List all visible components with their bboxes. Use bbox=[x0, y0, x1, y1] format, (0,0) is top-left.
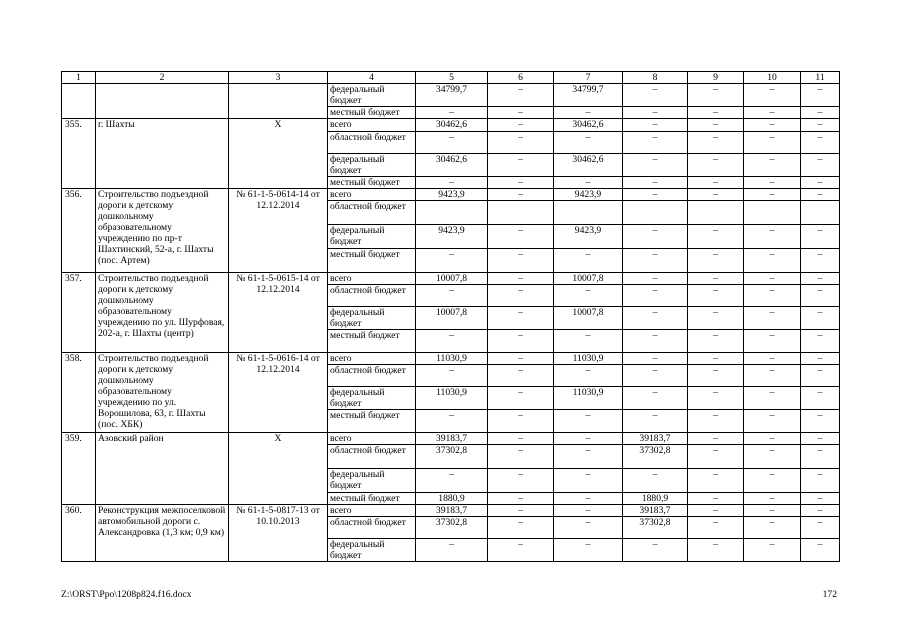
col11-value: – bbox=[801, 330, 840, 353]
page-number: 172 bbox=[822, 589, 837, 600]
col6-value: – bbox=[488, 132, 554, 154]
total-value: – bbox=[416, 365, 488, 387]
col11-value: – bbox=[801, 353, 840, 365]
col6-value: – bbox=[488, 249, 554, 273]
col11-value: – bbox=[801, 517, 840, 539]
col9-value: – bbox=[688, 517, 744, 539]
col10-value: – bbox=[744, 154, 801, 177]
col9-value: – bbox=[688, 285, 744, 307]
col10-value: – bbox=[744, 177, 801, 189]
table-row bbox=[62, 189, 840, 201]
col6-value: – bbox=[488, 307, 554, 330]
col11-value: – bbox=[801, 189, 840, 201]
column-header: 5 bbox=[416, 72, 488, 84]
total-value: 39183,7 bbox=[416, 505, 488, 517]
col8-value: – bbox=[623, 189, 688, 201]
col7-value: – bbox=[554, 330, 623, 353]
col6-value: – bbox=[488, 387, 554, 410]
funding-source: областной бюджет bbox=[328, 365, 416, 387]
expertise-doc: № 61-1-5-0616-14 от 12.12.2014 bbox=[229, 353, 328, 433]
col8-value: – bbox=[623, 177, 688, 189]
total-value: 9423,9 bbox=[416, 225, 488, 249]
col11-value: – bbox=[801, 445, 840, 469]
col7-value: 30462,6 bbox=[554, 119, 623, 132]
col8-value: – bbox=[623, 249, 688, 273]
funding-source: федеральный бюджет bbox=[328, 154, 416, 177]
col9-value: – bbox=[688, 307, 744, 330]
col8-value: – bbox=[623, 353, 688, 365]
total-value: 30462,6 bbox=[416, 119, 488, 132]
col9-value: – bbox=[688, 225, 744, 249]
col11-value: – bbox=[801, 433, 840, 445]
column-header: 2 bbox=[96, 72, 229, 84]
object-name: Азовский район bbox=[96, 433, 229, 505]
col7-value: – bbox=[554, 285, 623, 307]
col9-value bbox=[688, 201, 744, 225]
col9-value: – bbox=[688, 119, 744, 132]
funding-source: всего bbox=[328, 189, 416, 201]
funding-source: всего bbox=[328, 273, 416, 285]
col6-value: – bbox=[488, 107, 554, 119]
col9-value: – bbox=[688, 433, 744, 445]
col9-value: – bbox=[688, 365, 744, 387]
total-value: – bbox=[416, 539, 488, 562]
col10-value: – bbox=[744, 189, 801, 201]
col8-value: – bbox=[623, 132, 688, 154]
column-header: 8 bbox=[623, 72, 688, 84]
object-name: Строительство подъездной дороги к детскому дошкольному образовательному учреждению по ул. Шурфовая, 202-а, г. Шахты (центр) bbox=[96, 273, 229, 353]
col9-value: – bbox=[688, 189, 744, 201]
col7-value: 9423,9 bbox=[554, 225, 623, 249]
col9-value: – bbox=[688, 107, 744, 119]
col6-value: – bbox=[488, 433, 554, 445]
col9-value: – bbox=[688, 177, 744, 189]
expertise-doc: X bbox=[229, 119, 328, 189]
col6-value: – bbox=[488, 119, 554, 132]
funding-source: всего bbox=[328, 353, 416, 365]
col6-value: – bbox=[488, 353, 554, 365]
col10-value: – bbox=[744, 539, 801, 562]
col7-value: – bbox=[554, 539, 623, 562]
col6-value: – bbox=[488, 445, 554, 469]
funding-source: федеральный бюджет bbox=[328, 307, 416, 330]
funding-source: областной бюджет bbox=[328, 285, 416, 307]
col10-value: – bbox=[744, 517, 801, 539]
col7-value: – bbox=[554, 132, 623, 154]
col10-value: – bbox=[744, 387, 801, 410]
col8-value: – bbox=[623, 84, 688, 107]
col6-value: – bbox=[488, 330, 554, 353]
col8-value: – bbox=[623, 365, 688, 387]
col6-value: – bbox=[488, 273, 554, 285]
col10-value: – bbox=[744, 433, 801, 445]
col8-value: – bbox=[623, 387, 688, 410]
col7-value: – bbox=[554, 249, 623, 273]
col9-value: – bbox=[688, 469, 744, 493]
col8-value: 37302,8 bbox=[623, 445, 688, 469]
col11-value bbox=[801, 201, 840, 225]
col9-value: – bbox=[688, 330, 744, 353]
column-header: 10 bbox=[744, 72, 801, 84]
total-value: – bbox=[416, 330, 488, 353]
table-row bbox=[62, 353, 840, 365]
funding-source: областной бюджет bbox=[328, 201, 416, 225]
table-row bbox=[62, 433, 840, 445]
col10-value bbox=[744, 201, 801, 225]
table-row bbox=[62, 505, 840, 517]
col11-value: – bbox=[801, 285, 840, 307]
col10-value: – bbox=[744, 445, 801, 469]
col11-value: – bbox=[801, 119, 840, 132]
expertise-doc bbox=[229, 84, 328, 119]
col9-value: – bbox=[688, 132, 744, 154]
col7-value: – bbox=[554, 365, 623, 387]
col9-value: – bbox=[688, 445, 744, 469]
col10-value: – bbox=[744, 505, 801, 517]
col9-value: – bbox=[688, 493, 744, 505]
col9-value: – bbox=[688, 387, 744, 410]
funding-source: федеральный бюджет bbox=[328, 84, 416, 107]
col8-value: 39183,7 bbox=[623, 433, 688, 445]
col10-value: – bbox=[744, 84, 801, 107]
total-value: 1880,9 bbox=[416, 493, 488, 505]
funding-source: федеральный бюджет bbox=[328, 539, 416, 562]
col10-value: – bbox=[744, 273, 801, 285]
col11-value: – bbox=[801, 539, 840, 562]
col8-value: – bbox=[623, 225, 688, 249]
col10-value: – bbox=[744, 119, 801, 132]
col6-value: – bbox=[488, 469, 554, 493]
col8-value: – bbox=[623, 307, 688, 330]
row-number: 360. bbox=[62, 505, 96, 562]
document-page bbox=[61, 71, 839, 562]
table-body bbox=[62, 84, 840, 562]
row-number: 356. bbox=[62, 189, 96, 273]
col11-value: – bbox=[801, 132, 840, 154]
col11-value: – bbox=[801, 249, 840, 273]
total-value: – bbox=[416, 285, 488, 307]
col7-value: – bbox=[554, 433, 623, 445]
col10-value: – bbox=[744, 307, 801, 330]
row-number: 359. bbox=[62, 433, 96, 505]
col10-value: – bbox=[744, 225, 801, 249]
total-value: 37302,8 bbox=[416, 445, 488, 469]
col7-value: 9423,9 bbox=[554, 189, 623, 201]
expertise-doc: № 61-1-5-0614-14 от 12.12.2014 bbox=[229, 189, 328, 273]
table-row bbox=[62, 273, 840, 285]
col11-value: – bbox=[801, 107, 840, 119]
col8-value: 39183,7 bbox=[623, 505, 688, 517]
object-name: г. Шахты bbox=[96, 119, 229, 189]
col8-value: – bbox=[623, 154, 688, 177]
column-header: 11 bbox=[801, 72, 840, 84]
total-value: 11030,9 bbox=[416, 353, 488, 365]
col9-value: – bbox=[688, 410, 744, 433]
table-row bbox=[62, 119, 840, 132]
col7-value: – bbox=[554, 493, 623, 505]
table-row bbox=[62, 84, 840, 107]
total-value: – bbox=[416, 107, 488, 119]
col7-value: – bbox=[554, 469, 623, 493]
column-header: 9 bbox=[688, 72, 744, 84]
expertise-doc: X bbox=[229, 433, 328, 505]
col7-value bbox=[554, 201, 623, 225]
row-number bbox=[62, 84, 96, 119]
budget-table bbox=[61, 71, 840, 562]
col7-value: – bbox=[554, 177, 623, 189]
col11-value: – bbox=[801, 505, 840, 517]
row-number: 355. bbox=[62, 119, 96, 189]
col11-value: – bbox=[801, 387, 840, 410]
funding-source: местный бюджет bbox=[328, 177, 416, 189]
col9-value: – bbox=[688, 539, 744, 562]
total-value: – bbox=[416, 469, 488, 493]
col8-value bbox=[623, 201, 688, 225]
col7-value: – bbox=[554, 107, 623, 119]
col8-value: – bbox=[623, 285, 688, 307]
col11-value: – bbox=[801, 307, 840, 330]
col6-value: – bbox=[488, 365, 554, 387]
col6-value: – bbox=[488, 493, 554, 505]
col7-value: 30462,6 bbox=[554, 154, 623, 177]
col11-value: – bbox=[801, 469, 840, 493]
col9-value: – bbox=[688, 505, 744, 517]
total-value: – bbox=[416, 132, 488, 154]
funding-source: федеральный бюджет bbox=[328, 387, 416, 410]
funding-source: местный бюджет bbox=[328, 107, 416, 119]
col11-value: – bbox=[801, 84, 840, 107]
col9-value: – bbox=[688, 249, 744, 273]
col6-value: – bbox=[488, 189, 554, 201]
col7-value: 11030,9 bbox=[554, 387, 623, 410]
col7-value: – bbox=[554, 505, 623, 517]
col11-value: – bbox=[801, 273, 840, 285]
col7-value: – bbox=[554, 410, 623, 433]
col10-value: – bbox=[744, 353, 801, 365]
funding-source: местный бюджет bbox=[328, 249, 416, 273]
col8-value: 37302,8 bbox=[623, 517, 688, 539]
col9-value: – bbox=[688, 84, 744, 107]
col11-value: – bbox=[801, 177, 840, 189]
expertise-doc: № 61-1-5-0817-13 от 10.10.2013 bbox=[229, 505, 328, 562]
col8-value: – bbox=[623, 107, 688, 119]
file-path: Z:\ORST\Ppo\1208p824.f16.docx bbox=[61, 589, 192, 600]
col7-value: 10007,8 bbox=[554, 273, 623, 285]
col7-value: 11030,9 bbox=[554, 353, 623, 365]
funding-source: всего bbox=[328, 119, 416, 132]
col6-value bbox=[488, 201, 554, 225]
funding-source: областной бюджет bbox=[328, 517, 416, 539]
total-value: 30462,6 bbox=[416, 154, 488, 177]
funding-source: местный бюджет bbox=[328, 410, 416, 433]
col10-value: – bbox=[744, 410, 801, 433]
col7-value: – bbox=[554, 517, 623, 539]
total-value bbox=[416, 201, 488, 225]
col7-value: 34799,7 bbox=[554, 84, 623, 107]
column-header: 4 bbox=[328, 72, 416, 84]
col6-value: – bbox=[488, 505, 554, 517]
col10-value: – bbox=[744, 107, 801, 119]
col11-value: – bbox=[801, 225, 840, 249]
col6-value: – bbox=[488, 154, 554, 177]
funding-source: федеральный бюджет bbox=[328, 469, 416, 493]
col6-value: – bbox=[488, 225, 554, 249]
col7-value: 10007,8 bbox=[554, 307, 623, 330]
col9-value: – bbox=[688, 353, 744, 365]
funding-source: местный бюджет bbox=[328, 330, 416, 353]
funding-source: местный бюджет bbox=[328, 493, 416, 505]
col11-value: – bbox=[801, 365, 840, 387]
total-value: – bbox=[416, 410, 488, 433]
total-value: 37302,8 bbox=[416, 517, 488, 539]
col6-value: – bbox=[488, 517, 554, 539]
col9-value: – bbox=[688, 273, 744, 285]
expertise-doc: № 61-1-5-0615-14 от 12.12.2014 bbox=[229, 273, 328, 353]
col8-value: 1880,9 bbox=[623, 493, 688, 505]
col6-value: – bbox=[488, 410, 554, 433]
col10-value: – bbox=[744, 285, 801, 307]
total-value: – bbox=[416, 249, 488, 273]
col6-value: – bbox=[488, 177, 554, 189]
col10-value: – bbox=[744, 493, 801, 505]
col8-value: – bbox=[623, 119, 688, 132]
col11-value: – bbox=[801, 410, 840, 433]
object-name bbox=[96, 84, 229, 119]
col8-value: – bbox=[623, 539, 688, 562]
col11-value: – bbox=[801, 154, 840, 177]
funding-source: областной бюджет bbox=[328, 132, 416, 154]
column-header: 3 bbox=[229, 72, 328, 84]
funding-source: всего bbox=[328, 433, 416, 445]
object-name: Строительство подъездной дороги к детскому дошкольному образовательному учреждению по ул. Ворошилова, 63, г. Шахты (пос. ХБК) bbox=[96, 353, 229, 433]
col7-value: – bbox=[554, 445, 623, 469]
col8-value: – bbox=[623, 410, 688, 433]
col8-value: – bbox=[623, 273, 688, 285]
col8-value: – bbox=[623, 330, 688, 353]
col10-value: – bbox=[744, 132, 801, 154]
col9-value: – bbox=[688, 154, 744, 177]
col10-value: – bbox=[744, 365, 801, 387]
funding-source: областной бюджет bbox=[328, 445, 416, 469]
row-number: 358. bbox=[62, 353, 96, 433]
col6-value: – bbox=[488, 84, 554, 107]
col6-value: – bbox=[488, 285, 554, 307]
total-value: 9423,9 bbox=[416, 189, 488, 201]
total-value: 39183,7 bbox=[416, 433, 488, 445]
total-value: – bbox=[416, 177, 488, 189]
col8-value: – bbox=[623, 469, 688, 493]
col10-value: – bbox=[744, 469, 801, 493]
object-name: Строительство подъездной дороги к детскому дошкольному образовательному учреждению по пр-т Шахтинский, 52-а, г. Шахты (пос. Артем) bbox=[96, 189, 229, 273]
column-header: 7 bbox=[554, 72, 623, 84]
column-header: 1 bbox=[62, 72, 96, 84]
col11-value: – bbox=[801, 493, 840, 505]
total-value: 10007,8 bbox=[416, 273, 488, 285]
col6-value: – bbox=[488, 539, 554, 562]
col10-value: – bbox=[744, 249, 801, 273]
funding-source: федеральный бюджет bbox=[328, 225, 416, 249]
col10-value: – bbox=[744, 330, 801, 353]
total-value: 34799,7 bbox=[416, 84, 488, 107]
total-value: 11030,9 bbox=[416, 387, 488, 410]
funding-source: всего bbox=[328, 505, 416, 517]
column-number-row bbox=[62, 72, 840, 84]
column-header: 6 bbox=[488, 72, 554, 84]
row-number: 357. bbox=[62, 273, 96, 353]
object-name: Реконструкция межпоселковой автомобильной дороги с. Александровка (1,3 км; 0,9 км) bbox=[96, 505, 229, 562]
total-value: 10007,8 bbox=[416, 307, 488, 330]
